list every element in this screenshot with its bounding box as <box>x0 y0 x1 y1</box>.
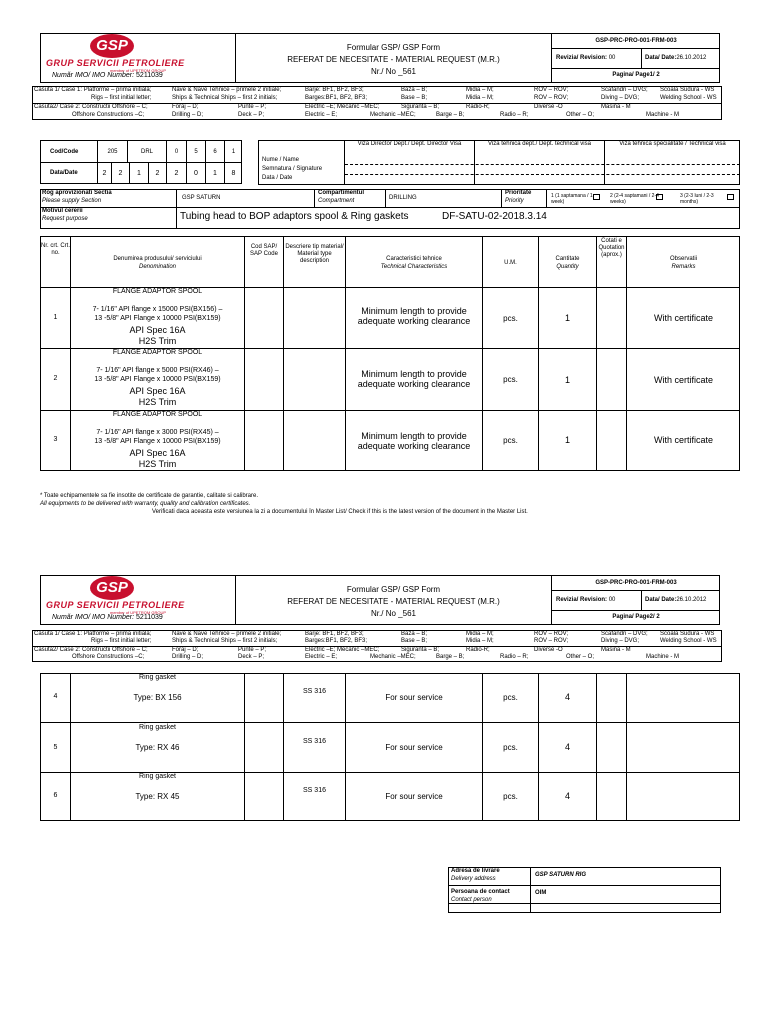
company-name: GRUP SERVICII PETROLIERE <box>46 58 185 68</box>
priority-2-checkbox-icon[interactable] <box>656 194 663 200</box>
company-name: GRUP SERVICII PETROLIERE <box>46 600 185 610</box>
revision: Revizia/ Revision: 00 <box>556 597 616 603</box>
priority-option-1[interactable]: 1 (1 saptamana / 1 week) <box>551 193 593 205</box>
priority-3-checkbox-icon[interactable] <box>727 194 734 200</box>
issue-date: Data/ Date:26.10.2012 <box>645 597 707 603</box>
request-reference: DF-SATU-02-2018.3.14 <box>442 211 547 222</box>
priority-option-2[interactable]: 2 (2-4 saptamani / 2-4 weeks) <box>610 193 659 205</box>
company-logo: GSP <box>90 576 134 600</box>
form-number: Nr./ No _561 <box>371 609 416 618</box>
priority-1-checkbox-icon[interactable] <box>593 194 600 200</box>
request-purpose-value: Tubing head to BOP adaptors spool & Ring gaskets <box>180 211 409 222</box>
form-code: GSP-PRC-PRO-001-FRM-003 <box>595 38 677 44</box>
form-subtitle: REFERAT DE NECESITATE - MATERIAL REQUEST (M.R.) <box>287 55 500 64</box>
material-request-document: GSP GRUP SERVICII PETROLIERE member of UPETROM GROUP Număr IMO/ IMO Number: 5211039 Formular GSP/ GSP Form REFERAT DE NECESITATE - MATERIAL REQUEST (M.R.) Nr./ No _561 GSP-PRC-PRO-001-FRM-003 Revizia/ Revision: 00 Data/ Date:26.10.2012 Pagina/ Page1/ 2 Casuta 1/ Case 1: Platforme – prima initiala; Nave & Nave Tehnice – primele 2 initiale; Barje: BF1, BF2, BF3; Baza – B; Midia – M; ROV – ROV; Scafandri – DVG; Scoala Sudura - WS Rigs – first initial letter; Ships & Technical Ships – first 2 initials; Barges:BF1, BF2, BF3; Base – B; Midia – M; ROV – ROV; Diving – DVG; Welding School - WS Casuta2/ Case 2: Constructii Offshore – C; Foraj – D; Punte – P; Electric –E; Mecanic –MEC; Siguranta – B; Radio-R; Diverse -O Masina - M Offshore Constructions –C; Drilling – D; Deck – P; Electric – E; Mechanic –MEC; Barge – B; Radio – R; Other – O; Machine - M Cod/Code 205 DRL 0 5 6 1 Data/Date 2 2 1 2 2 0 1 8 Nume / Name Semnatura / Signature Data / Date Viza Director Dept./ Dept. Director Visa Viza tehnica dept./ Dept. technical visa Viza tehnica specialitate / Technical visa Rog aprovizionati Sectia Please supply Section GSP SATURN Compartimentul Compartment DRILLING Prioritate Priority 1 (1 saptamana / 1 week) 2 (2-4 saptamani / 2-4 weeks) 3 (2-3 luni / 2-3 months) Motivul cererii Request purpose Tubing head to BOP adaptors spool & Ring gaskets DF-SATU-02-2018.3.14 Nr. crt. Crt. no. Denumirea produsului/ serviciului Denomination Cod SAP/ SAP Code Descriere tip material/ Material type description Caracteristici tehnice Technical Characteristics U.M. Cantitate Quantity Cotati e Quotation (aprox.) Observatii Remarks 1 FLANGE ADAPTOR SPOOL 7- 1/16" API flange x 15000 PSI(BX156) – 13 -5/8" API Flange x 10000 PSI(BX159) API Spec 16A H2S Trim Minimum length to provide adequate working clearance pcs. 1 With certificate 2 FLANGE ADAPTOR SPOOL 7- 1/16" API flange x 5000 PSI(RX46) – 13 -5/8" API Flange x 10000 PSI(BX159) API Spec 16A H2S Trim Minimum length to provide adequate working clearance pcs. 1 With certificate 3 FLANGE ADAPTOR SPOOL 7- 1/16" API flange x 3000 PSI(RX45) – 13 -5/8" API Flange x 10000 PSI(BX159) API Spec 16A H2S Trim Minimum length to provide adequate working clearance pcs. 1 With certificate * Toate echipamentele sa fie insotite de certificate de garantie, calitate si calibrare. All equipments to be delivered with warranty, quality and calibration certificates. Verificati daca aceasta este versiunea la zi a documentului în Master List/ Check if this is the latest version of the document in the Master List. GSP GRUP SERVICII PETROLIERE member of UPETROM GROUP Număr IMO/ IMO Number: 5211039 Formular GSP/ GSP Form REFERAT DE NECESITATE - MATERIAL REQUEST (M.R.) Nr./ No _561 GSP-PRC-PRO-001-FRM-003 Revizia/ Revision: 00 Data/ Date:26.10.2012 Pagina/ Page2/ 2 Casuta 1/ Case 1: Platforme – prima initiala; Nave & Nave Tehnice – primele 2 initiale; Barje: BF1, BF2, BF3; Baza – B; Midia – M; ROV – ROV; Scafandri – DVG; Scoala Sudura - WS Rigs – first initial letter; Ships & Technical Ships – first 2 initials; Barges:BF1, BF2, BF3; Base – B; Midia – M; ROV – ROV; Diving – DVG; Welding School - WS Casuta2/ Case 2: Constructii Offshore – C; Foraj – D; Punte – P; Electric –E; Mecanic –MEC; Siguranta – B; Radio-R; Diverse -O Masina - M Offshore Constructions –C; Drilling – D; Deck – P; Electric – E; Mechanic –MEC; Barge – B; Radio – R; Other – O; Machine - M 4 Ring gasket Type: BX 156 SS 316 For sour service pcs. 4 5 Ring gasket Type: RX 46 SS 316 For sour service pcs. 4 6 Ring gasket Type: RX 45 SS 316 For sour service pcs. 4 Adresa de livrare Delivery address GSP SATURN RIG Persoana de contact Contact person OIM <box>0 0 768 1024</box>
imo-number: Număr IMO/ IMO Number: 5211039 <box>52 72 163 79</box>
page-indicator: Pagina/ Page2/ 2 <box>612 614 660 620</box>
delivery-address-value: GSP SATURN RIG <box>535 872 587 878</box>
compartment-value: DRILLING <box>389 195 417 201</box>
company-logo: GSP <box>90 34 134 58</box>
form-title: Formular GSP/ GSP Form <box>346 43 441 52</box>
priority-option-3[interactable]: 3 (2-3 luni / 2-3 months) <box>680 193 714 205</box>
form-number: Nr./ No _561 <box>371 67 416 76</box>
section-value: GSP SATURN <box>182 195 221 201</box>
imo-number: Număr IMO/ IMO Number: 5211039 <box>52 614 163 621</box>
form-code: GSP-PRC-PRO-001-FRM-003 <box>595 580 677 586</box>
company-sub: member of UPETROM GROUP <box>110 610 167 615</box>
issue-date: Data/ Date:26.10.2012 <box>645 55 707 61</box>
revision: Revizia/ Revision: 00 <box>556 55 616 61</box>
company-sub: member of UPETROM GROUP <box>110 68 167 73</box>
form-title: Formular GSP/ GSP Form <box>346 585 441 594</box>
contact-person-value: OIM <box>535 890 547 896</box>
form-subtitle: REFERAT DE NECESITATE - MATERIAL REQUEST (M.R.) <box>287 597 500 606</box>
page-indicator: Pagina/ Page1/ 2 <box>612 72 660 78</box>
